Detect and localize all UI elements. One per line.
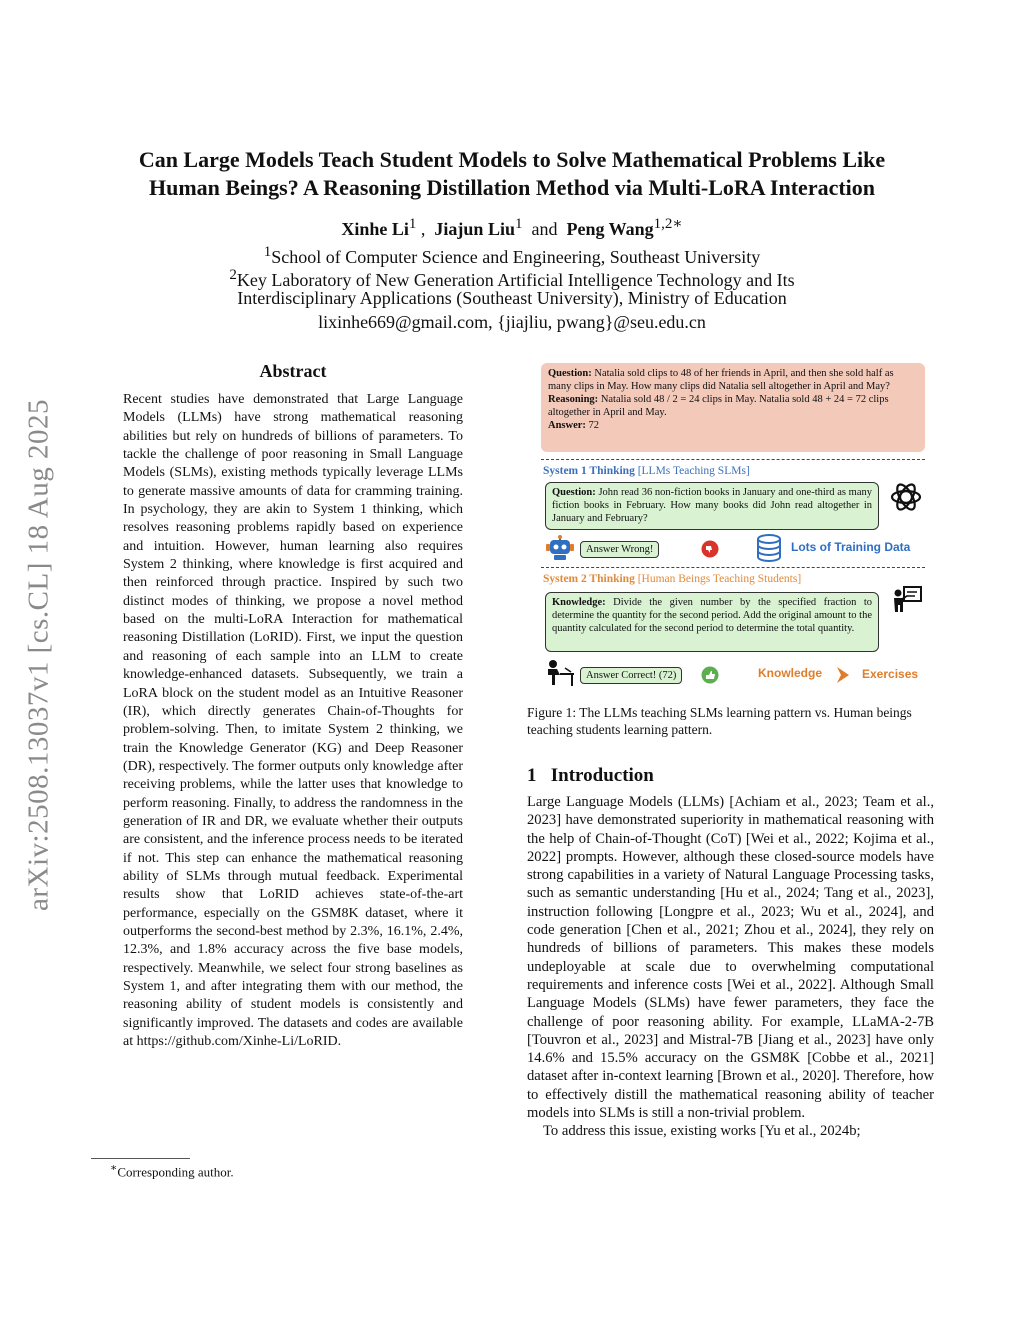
author-name: Peng Wang xyxy=(566,219,654,239)
author-name: Jiajun Liu xyxy=(434,219,515,239)
training-data-label: Lots of Training Data xyxy=(791,540,911,554)
system1-question-bubble: Question: John read 36 non-fiction books in January and one-third as many fiction books in February. How many books did John read altogether in January and February? xyxy=(545,482,879,530)
author-emails: lixinhe669@gmail.com, {jiajliu, pwang}@seu.edu.cn xyxy=(318,312,706,332)
system2-knowledge-bubble: Knowledge: Divide the given number by the specified fraction to determine the quantity for the second period. Add the original amount to the quantity calculated for the second period to determine the total quantity. xyxy=(545,592,879,652)
teacher-icon xyxy=(891,585,923,615)
answer-wrong-label: Answer Wrong! xyxy=(580,541,659,558)
robot-icon xyxy=(545,535,575,561)
abstract-body: Recent studies have demonstrated that Large Language Models (LLMs) have strong mathematical reasoning abilities but rely on hundreds of billions of parameters. To tackle the challenge of poor reasoning in Small Language Models (SLMs), existing methods typically leverage LLMs to generate massive amounts of data for cramming training. In psychology, they are akin to System 1 thinking, which resolves reasoning problems rapidly based on experience and intuition. However, human learning also requires System 2 thinking, where knowledge is first acquired and then reinforced through practice. Inspired by such two distinct modes of thinking, we propose a novel method based on the multi-LoRA Interaction for mathematical reasoning Distillation (LoRID). First, we input the question and reasoning of each sample into an LLM to create knowledge-enhanced datasets. Subsequently, we train a LoRA block on the student model as an Intuitive Reasoner (IR), which directly generates Chain-of-Thoughts for problem-solving. Then, to imitate System 2 thinking, we train the Knowledge Generator (KG) and Deep Reasoner (DR), respectively. The former outputs only knowledge after receiving problems, while the latter uses that knowledge to perform reasoning. Finally, to address the randomness in the generation of IR and DR, we evaluate whether their outputs are consistent, and the inference process needs to be iterated if not. This step can enhance the mathematical reasoning ability of SLMs through mutual feedback. Experimental results show that LoRID achieves state-of-the-art performance, especially on the GSM8K dataset, where it outperforms the second-best method by 2.3%, 16.1%, 2.4%, 12.3%, and 1.8% accuracy across the five base models, respectively. Meanwhile, we select four strong baselines as System 1, and after integrating them with our method, the reasoning ability of student models is consistently and significantly improved. The datasets and codes are available at https://github.com/Xinhe-Li/LoRID. xyxy=(123,392,463,1050)
answer-correct-label: Answer Correct! (72) xyxy=(580,667,682,684)
abstract-heading: Abstract xyxy=(259,361,327,381)
thumbs-down-icon xyxy=(701,540,719,558)
figure-1 xyxy=(541,363,925,691)
paper-title: Can Large Models Teach Student Models to Solve Mathematical Problems Like Human Beings? A Reasoning Distillation Method via Multi-LoRA Interaction xyxy=(138,147,886,200)
paragraph: Large Language Models (LLMs) [Achiam et al., 2023; Team et al., 2023] have demonstrated superiority in mathematical reasoning with the help of Chain-of-Thought (CoT) [Wei et al., 2022; Kojima et al., 2022] prompts. However, although these closed-source models have strong capabilities in a variety of Natural Language Processing tasks, such as semantic understanding [Hu et al., 2024; Tang et al., 2023], instruction following [Longpre et al., 2023; Wu et al., 2024], and code generation [Chen et al., 2021; Zhou et al., 2024], they rely on hundreds of billions of parameters. This makes these models undeployable at scale due to overwhelming computational requirements and inference costs [Wei et al., 2022]. Although Small Language Models (SLMs) have fewer parameters, they face the challenge of poor reasoning ability. For example, LLaMA-2-7B [Touvron et al., 2023] and Mistral-7B [Jiang et al., 2023] have only 14.6% and 15.5% accuracy on the GSM8K [Cobbe et al., 2021] dataset after in-context learning [Brown et al., 2020]. Therefore, how to effectively distill the mathematical reasoning ability of teacher models into SLMs is still a non-trivial problem. xyxy=(527,794,934,1122)
system1-heading: System 1 Thinking [LLMs Teaching SLMs] xyxy=(543,465,750,477)
arrow-right-icon xyxy=(835,666,851,684)
paragraph: To address this issue, existing works [Yu et al., 2024b; xyxy=(543,1123,861,1140)
system2-heading: System 2 Thinking [Human Beings Teaching Students] xyxy=(543,573,802,585)
divider xyxy=(541,567,925,568)
affiliation-2: $^2$Key Laboratory of New Generation Artificial Intelligence Technology and Its xyxy=(229,267,795,290)
thumbs-up-icon xyxy=(701,666,719,684)
knowledge-label: Knowledge xyxy=(758,666,823,680)
example-problem-box: Question: Natalia sold clips to 48 of her friends in April, and then she sold half as many clips in May. How many clips did Natalia sell altogether in April and May? Reasoning: Natalia sold 48 / 2 = 24 clips in May. Natalia sold 48 + 24 = 72 clips altogether in April and May. Answer: 72 xyxy=(541,363,925,452)
author-list: Xinhe Li$^1$ , Jiajun Liu$^1$ and Peng Wang$^{1,2∗}$ xyxy=(341,216,683,239)
affiliation-1: $^1$School of Computer Science and Engineering, Southeast University xyxy=(263,244,761,267)
figure-caption: Figure 1: The LLMs teaching SLMs learning pattern vs. Human beings teaching students learning pattern. xyxy=(527,705,912,737)
llm-logo-icon xyxy=(889,480,923,514)
footnote: ∗Corresponding author. xyxy=(110,1162,234,1180)
arxiv-side-stamp xyxy=(14,355,64,955)
arxiv-id: arXiv:2508.13037v1 [cs.CL] 18 Aug 2025 xyxy=(22,399,55,911)
footnote-rule xyxy=(91,1158,190,1159)
exercises-label: Exercises xyxy=(862,667,919,681)
section-heading: 1 Introduction xyxy=(527,765,654,786)
divider xyxy=(541,459,925,460)
affiliation-2-cont: Interdisciplinary Applications (Southeast University), Ministry of Education xyxy=(237,288,787,308)
database-icon xyxy=(754,533,784,563)
author-name: Xinhe Li xyxy=(341,219,409,239)
student-icon xyxy=(545,659,575,687)
introduction-body xyxy=(527,793,934,1141)
